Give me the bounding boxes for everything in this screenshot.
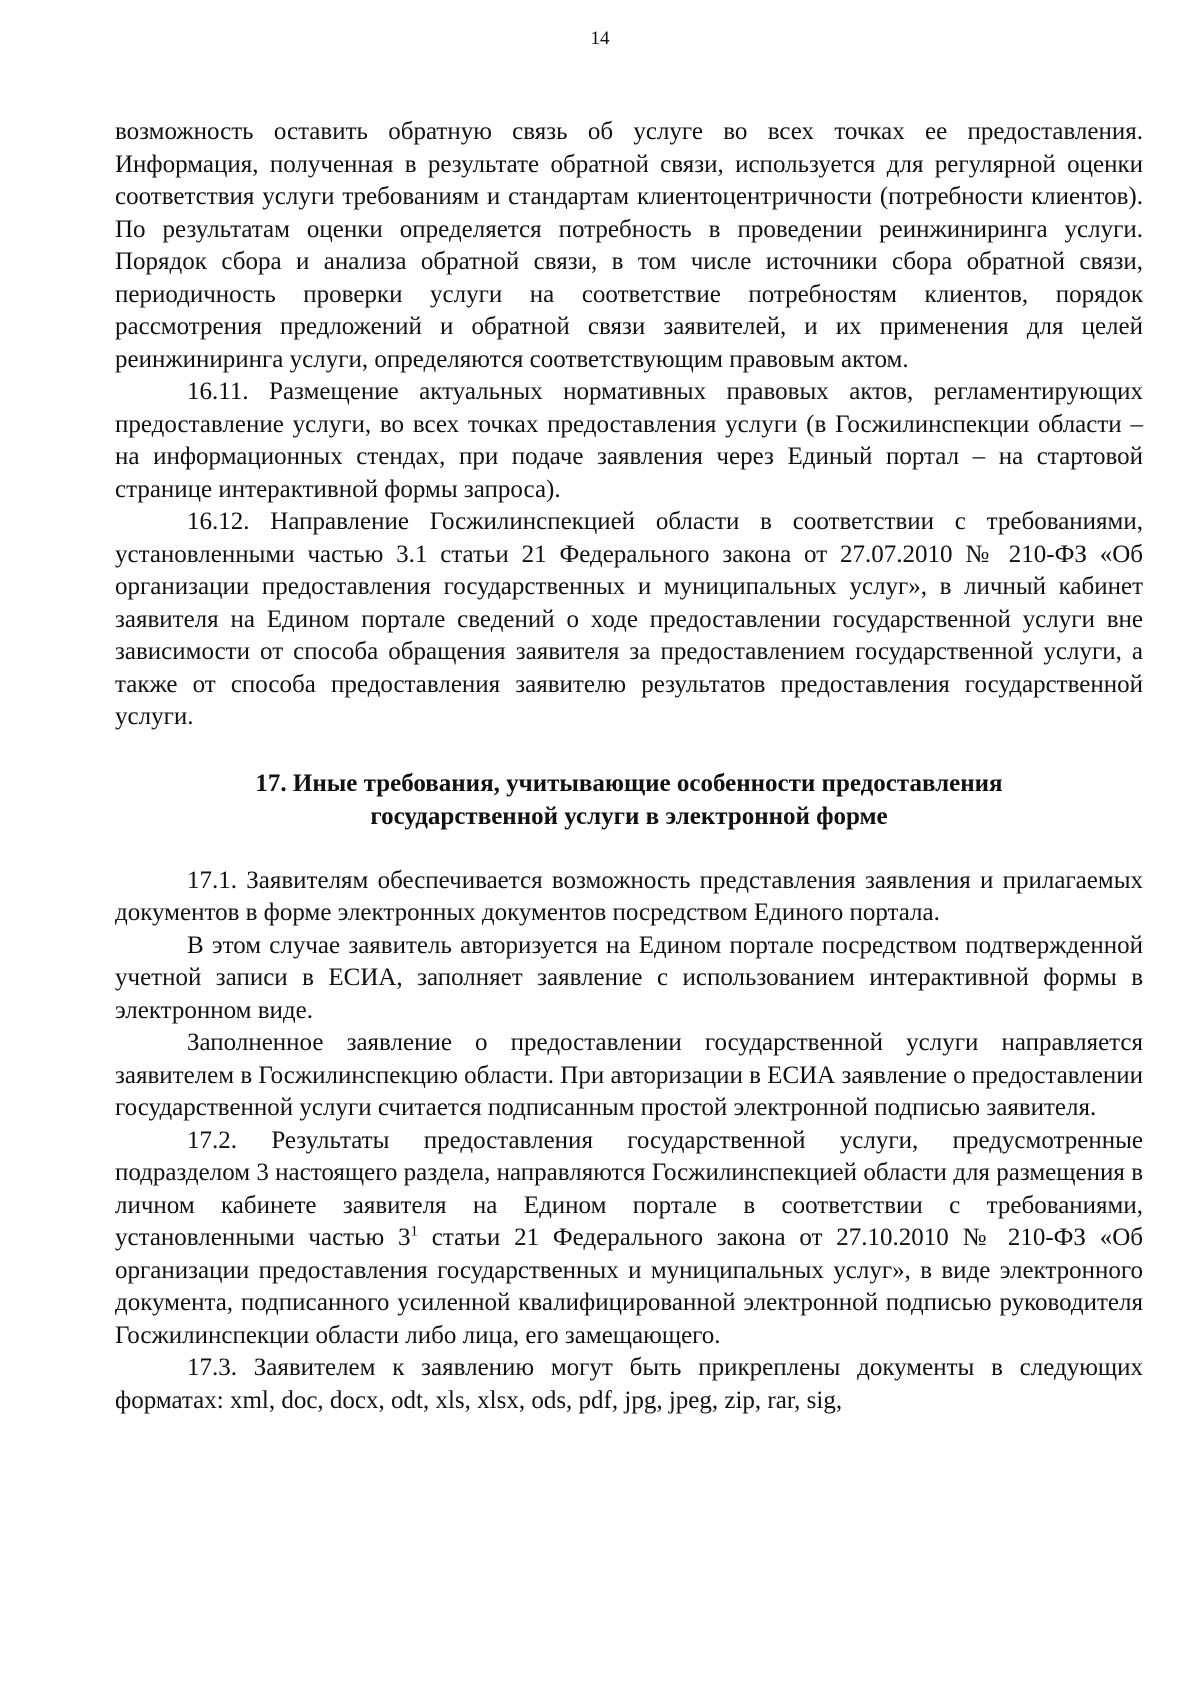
- paragraph-17-3: 17.3. Заявителем к заявлению могут быть прикреплены документы в следующих форматах: xml, doc, docx, odt, xls, xlsx, ods, pdf, jpg, jpeg, zip, rar, sig,: [115, 1354, 1143, 1414]
- paragraph-17-2: [115, 1125, 1143, 1353]
- section-heading-line-2: государственной услуги в электронной форме: [370, 802, 888, 830]
- paragraph-17-2-text-continued: статьи 21 Федерального закона от 27.10.2010 № 210-ФЗ «Об организации предоставления государственных и муниципальных услуг», в виде электронного документа, подписанного усиленной квалифицированной электронной подписью руководителя Госжилинспекции области либо лица, его замещающего.: [115, 1224, 1143, 1349]
- section-heading-line-1: 17. Иные требования, учитывающие особенности предоставления: [255, 769, 1003, 797]
- paragraph-feedback: возможность оставить обратную связь об услуге во всех точках ее предоставления. Информация, полученная в результате обратной связи, используется для регулярной оценки соответствия услуги требованиям и стандартам клиентоцентричности (потребности клиентов). По результатам оценки определяется потребность в проведении реинжиниринга услуги. Порядок сбора и анализа обратной связи, в том числе источники сбора обратной связи, периодичность проверки услуги на соответствие потребностям клиентов, порядок рассмотрения предложений и обратной связи заявителей, и их применения для целей реинжиниринга услуги, определяются соответствующим правовым актом.: [115, 118, 1143, 373]
- paragraph-filled-application: Заполненное заявление о предоставлении государственной услуги направляется заявителем в Госжилинспекцию области. При авторизации в ЕСИА заявление о предоставлении государственной услуги считается подписанным простой электронной подписью заявителя.: [115, 1029, 1143, 1121]
- paragraph-esia-authorization: В этом случае заявитель авторизуется на Едином портале посредством подтвержденной учетной записи в ЕСИА, заполняет заявление с использованием интерактивной формы в электронном виде.: [115, 931, 1143, 1024]
- document-body: [115, 116, 1143, 1417]
- superscript-mark: 1: [410, 1223, 418, 1240]
- page-number: 14: [590, 28, 610, 49]
- paragraph-16-11: 16.11. Размещение актуальных нормативных правовых актов, регламентирующих предоставление услуги, во всех точках предоставления услуги (в Госжилинспекции области – на информационных стендах, при подаче заявления через Единый портал – на стартовой странице интерактивной формы запроса).: [115, 378, 1143, 503]
- paragraph-16-12: 16.12. Направление Госжилинспекцией области в соответствии с требованиями, установленными частью 3.1 статьи 21 Федерального закона от 27.07.2010 № 210-ФЗ «Об организации предоставления государственных и муниципальных услуг», в личный кабинет заявителя на Едином портале сведений о ходе предоставлении государственной услуги вне зависимости от способа обращения заявителя за предоставлением государственной услуги, а также от способа предоставления заявителю результатов предоставления государственной услуги.: [115, 508, 1143, 730]
- section-heading: [115, 767, 1143, 833]
- paragraph-17-2-text: 17.2. Результаты предоставления государственной услуги, предусмотренные подразделом 3 настоящего раздела, направляются Госжилинспекцией области для размещения в личном кабинете заявителя на Едином портале в соответствии с требованиями, установленными частью 3: [115, 1126, 1143, 1251]
- paragraph-17-1: 17.1. Заявителям обеспечивается возможность представления заявления и прилагаемых документов в форме электронных документов посредством Единого портала.: [115, 866, 1143, 926]
